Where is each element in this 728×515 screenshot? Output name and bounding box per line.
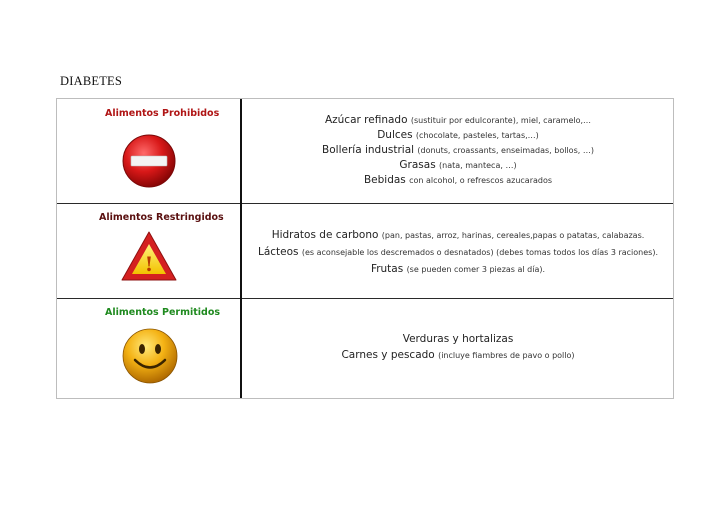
- item-main: Bollería industrial: [322, 144, 415, 156]
- row-label-restricted: Alimentos Restringidos: [99, 212, 224, 223]
- row-allowed: [57, 298, 673, 398]
- document-title: DIABETES: [60, 74, 123, 88]
- item-note: (donuts, croassants, enseimadas, bollos, …): [417, 146, 594, 155]
- row-label-prohibited: Alimentos Prohibidos: [105, 108, 220, 119]
- item-note: (se pueden comer 3 piezas al día).: [406, 265, 546, 274]
- item-main: Bebidas: [363, 174, 406, 186]
- item-note: (incluye fiambres de pavo o pollo): [438, 351, 575, 360]
- column-divider: [240, 99, 242, 398]
- row-content-restricted: [243, 229, 673, 275]
- item-main: Lácteos: [258, 246, 299, 258]
- item-note: (chocolate, pasteles, tartas,…): [415, 131, 539, 140]
- row-label-allowed: Alimentos Permitidos: [105, 307, 221, 318]
- item-main: Carnes y pescado: [341, 349, 435, 361]
- item-note: (nata, manteca, …): [439, 161, 517, 170]
- warning-icon: [119, 229, 179, 283]
- row-restricted: [57, 203, 673, 298]
- item-note: (es aconsejable los descremados o desnatados) (debes tomas todos los días 3 raciones).: [301, 248, 658, 257]
- item-main: Grasas: [399, 159, 436, 171]
- row-prohibited: [57, 99, 673, 203]
- item-note: (pan, pastas, arroz, harinas, cereales,papas o patatas, calabazas.: [381, 231, 645, 240]
- svg-text:!: !: [144, 252, 154, 276]
- item-main: Hidratos de carbono: [271, 229, 379, 241]
- item-main: Verduras y hortalizas: [402, 333, 514, 345]
- item-main: Azúcar refinado: [324, 114, 408, 126]
- row-content-prohibited: [243, 114, 673, 186]
- item-note: con alcohol, o refrescos azucarados: [409, 176, 553, 185]
- row-content-allowed: [243, 333, 673, 361]
- item-main: Dulces: [377, 129, 413, 141]
- item-note: (sustituir por edulcorante), miel, caramelo,…: [410, 116, 592, 125]
- diet-table: [56, 98, 674, 399]
- no-entry-icon: [121, 133, 177, 189]
- smiley-face-icon: [121, 327, 179, 385]
- item-main: Frutas: [370, 263, 404, 275]
